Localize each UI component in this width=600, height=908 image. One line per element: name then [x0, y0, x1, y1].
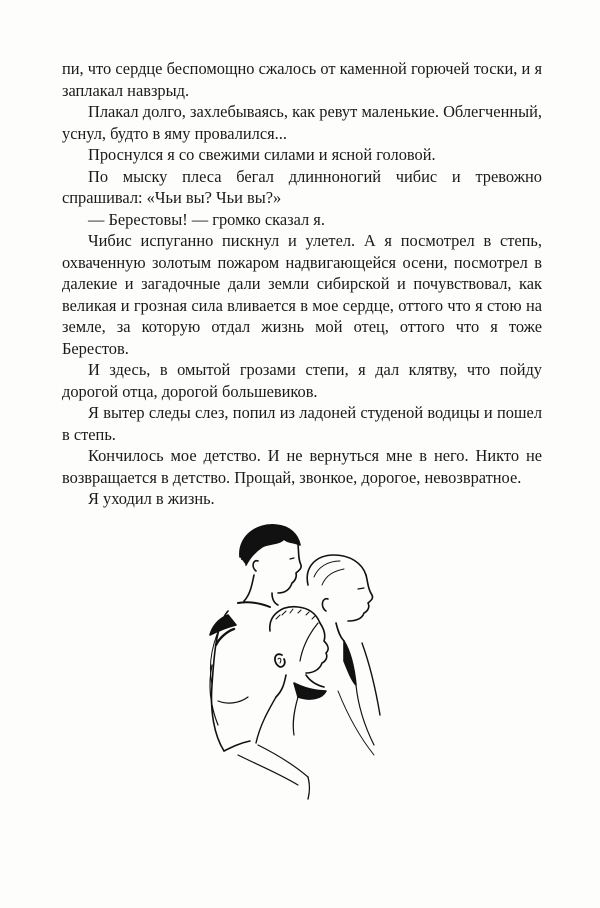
- boy-left-drawing: [210, 525, 301, 751]
- paragraph-10: Я уходил в жизнь.: [88, 489, 215, 508]
- boy-middle-drawing: [256, 607, 328, 799]
- paragraph-6: Чибис испуганно пискнул и улетел. А я посмотрел в степь, охваченную золотым пожаром надвигающейся осени, посмотрел в далекие и загадочные дали земли сибирской и почувствовал, как великая и грозная сила вливается в мое сердце, оттого что я стою на земле, за которую отдал жизнь мой отец, оттого что я тоже Берестов.: [62, 231, 542, 358]
- paragraph-2: Плакал долго, захлебываясь, как ревут маленькие. Облегченный, уснул, будто в яму провалился...: [62, 102, 542, 143]
- paragraph-7: И здесь, в омытой грозами степи, я дал клятву, что пойду дорогой отца, дорогой большевиков.: [62, 360, 542, 401]
- paragraph-3: Проснулся я со свежими силами и ясной головой.: [88, 145, 436, 164]
- sketch-outline-strokes: [210, 627, 298, 785]
- paragraph-9: Кончилось мое детство. И не вернуться мне в него. Никто не возвращается в детство. Прощай, звонкое, дорогое, невозвратное.: [62, 446, 542, 487]
- paragraph-8: Я вытер следы слез, попил из ладоней студеной водицы и пошел в степь.: [62, 403, 542, 444]
- boy-right-drawing: [300, 555, 380, 755]
- three-pioneer-boys-sketch-icon: [198, 515, 408, 800]
- page-text: [62, 58, 542, 510]
- paragraph-4: По мыску плеса бегал длинноногий чибис и тревожно спрашивал: «Чьи вы? Чьи вы?»: [62, 166, 542, 207]
- paragraph-5: — Берестовы! — громко сказал я.: [88, 209, 325, 229]
- paragraph-1: пи, что сердце беспомощно сжалось от каменной горючей тоски, и я заплакал навзрыд.: [62, 59, 542, 100]
